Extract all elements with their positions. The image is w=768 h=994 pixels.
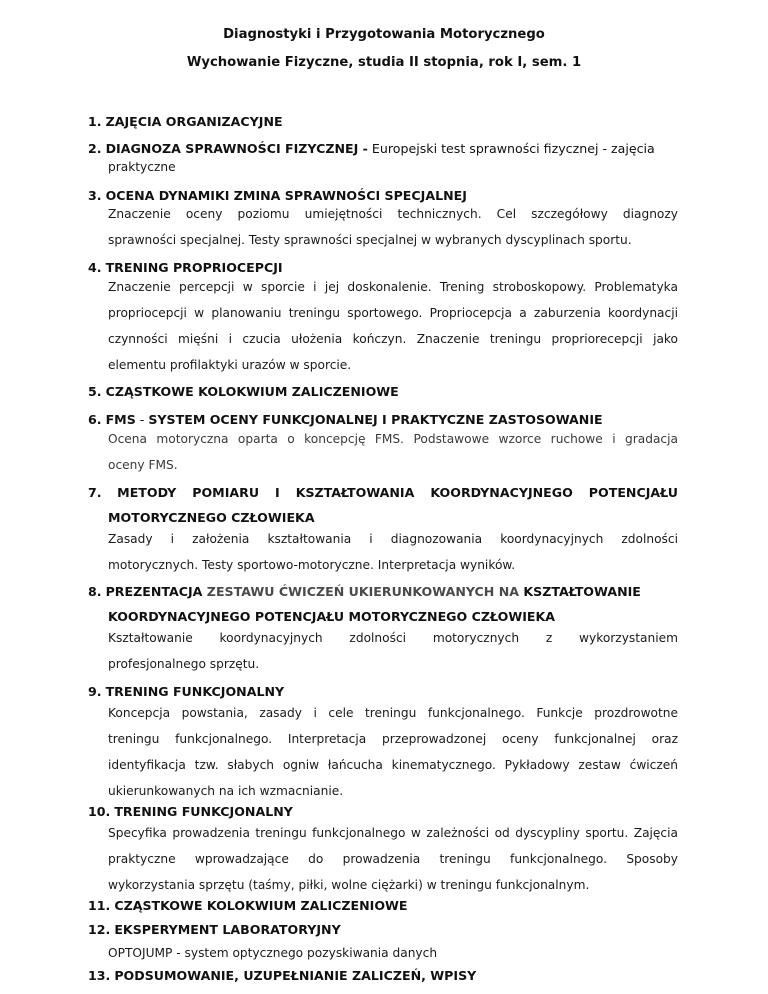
list-item: [88, 968, 476, 983]
item-number: 5.: [88, 384, 102, 399]
item-number: 4.: [88, 260, 102, 275]
list-item: [88, 141, 655, 156]
item-title: TRENING PROPRIOCEPCJI: [105, 260, 283, 275]
item-title-second-line: MOTORYCZNEGO CZŁOWIEKA: [108, 510, 315, 525]
item-description-line: Znaczenie percepcji w sporcie i jej doskonalenie. Trening stroboskopowy. Problematyka: [108, 280, 678, 294]
item-description-line: Specyfika prowadzenia treningu funkcjonalnego w zależności od dyscypliny sportu. Zajęcia: [108, 826, 678, 840]
item-description-line: Koncepcja powstania, zasady i cele treningu funkcjonalnego. Funkcje prozdrowotne: [108, 706, 678, 720]
item-number: 2.: [88, 141, 102, 156]
item-title: CZĄSTKOWE KOLOKWIUM ZALICZENIOWE: [105, 384, 399, 399]
item-description-line: treningu funkcjonalnego. Interpretacja przeprowadzonej oceny funkcjonalnej oraz: [108, 732, 678, 746]
list-item: [88, 684, 284, 699]
list-item: [88, 898, 408, 913]
item-description-line: sprawności specjalnej. Testy sprawności specjalnej w wybranych dyscyplinach sportu.: [108, 233, 632, 247]
item-description-line: propriocepcji w planowaniu treningu sportowego. Propriocepcja a zaburzenia koordynacji: [108, 306, 678, 320]
item-title-end: KSZTAŁTOWANIE: [523, 584, 641, 599]
item-description-line: praktyczne wprowadzające do prowadzenia treningu funkcjonalnego. Sposoby: [108, 852, 678, 866]
item-number: 6.: [88, 412, 102, 427]
item-title: OCENA DYNAMIKI ZMINA SPRAWNOŚCI SPECJALNEJ: [105, 188, 467, 203]
item-number: 11.: [88, 898, 111, 913]
item-number: 3.: [88, 188, 102, 203]
item-title: TRENING FUNKCJONALNY: [105, 684, 285, 699]
item-description-line: motorycznych. Testy sportowo-motoryczne. Interpretacja wyników.: [108, 558, 516, 572]
item-description-line: OPTOJUMP - system optycznego pozyskiwania danych: [108, 946, 438, 960]
item-description-line: oceny FMS.: [108, 458, 178, 472]
document-title: Diagnostyki i Przygotowania Motorycznego: [223, 27, 545, 42]
list-item: [88, 188, 467, 203]
item-number: 1.: [88, 114, 102, 129]
item-title: FMS: [105, 412, 136, 427]
item-inline-text: Europejski test sprawności fizycznej - zajęcia: [367, 141, 655, 156]
item-number: 13.: [88, 968, 111, 983]
item-description-line: ukierunkowanych na ich wzmacnianie.: [108, 784, 344, 798]
list-item: [88, 804, 293, 819]
list-item: [88, 384, 399, 399]
document-subtitle: Wychowanie Fizyczne, studia II stopnia, rok I, sem. 1: [186, 55, 582, 70]
item-number: 7.: [88, 485, 102, 500]
list-item: [88, 260, 283, 275]
item-description-line: elementu profilaktyki urazów w sporcie.: [108, 358, 352, 372]
item-description-line: profesjonalnego sprzętu.: [108, 657, 260, 671]
list-item: [88, 412, 603, 427]
item-title: PODSUMOWANIE, UZUPEŁNIANIE ZALICZEŃ, WPISY: [114, 968, 477, 983]
item-title: DIAGNOZA SPRAWNOŚCI FIZYCZNEJ -: [105, 141, 368, 156]
item-title: TRENING FUNKCJONALNY: [114, 804, 293, 819]
item-number: 12.: [88, 922, 111, 937]
item-description-line: Znaczenie oceny poziomu umiejętności technicznych. Cel szczegółowy diagnozy: [108, 207, 678, 221]
item-title-highlight: ZESTAWU ĆWICZEŃ UKIERUNKOWANYCH NA: [202, 584, 524, 599]
item-title: PREZENTACJA: [105, 584, 203, 599]
item-title: ZAJĘCIA ORGANIZACYJNE: [105, 114, 283, 129]
list-item: [88, 922, 341, 937]
item-description-line: Kształtowanie koordynacyjnych zdolności motorycznych z wykorzystaniem: [108, 631, 678, 645]
item-title: METODY POMIARU I KSZTAŁTOWANIA KOORDYNACYJNEGO POTENCJAŁU: [117, 485, 678, 500]
item-description-line: praktyczne: [108, 160, 176, 174]
item-title: CZĄSTKOWE KOLOKWIUM ZALICZENIOWE: [114, 898, 408, 913]
list-item: [88, 485, 678, 500]
item-description-line: Ocena motoryczna oparta o koncepcję FMS. Podstawowe wzorce ruchowe i gradacja: [108, 432, 678, 446]
item-description-line: wykorzystania sprzętu (taśmy, piłki, wolne ciężarki) w treningu funkcjonalnym.: [108, 878, 590, 892]
item-title: EKSPERYMENT LABORATORYJNY: [114, 922, 341, 937]
item-separator: -: [135, 412, 149, 427]
item-description-line: czynności mięśni i czucia ułożenia kończyn. Znaczenie treningu propriorecepcji jako: [108, 332, 678, 346]
item-number: 9.: [88, 684, 102, 699]
item-description-line: Zasady i założenia kształtowania i diagnozowania koordynacyjnych zdolności: [108, 532, 678, 546]
list-item: [88, 584, 641, 599]
list-item: [88, 114, 283, 129]
item-number: 8.: [88, 584, 102, 599]
item-title-second-line: KOORDYNACYJNEGO POTENCJAŁU MOTORYCZNEGO CZŁOWIEKA: [108, 609, 556, 624]
item-number: 10.: [88, 804, 111, 819]
item-description-line: identyfikacja tzw. słabych ogniw łańcucha kinematycznego. Pykładowy zestaw ćwiczeń: [108, 758, 678, 772]
item-title-continued: SYSTEM OCENY FUNKCJONALNEJ I PRAKTYCZNE ZASTOSOWANIE: [148, 412, 603, 427]
